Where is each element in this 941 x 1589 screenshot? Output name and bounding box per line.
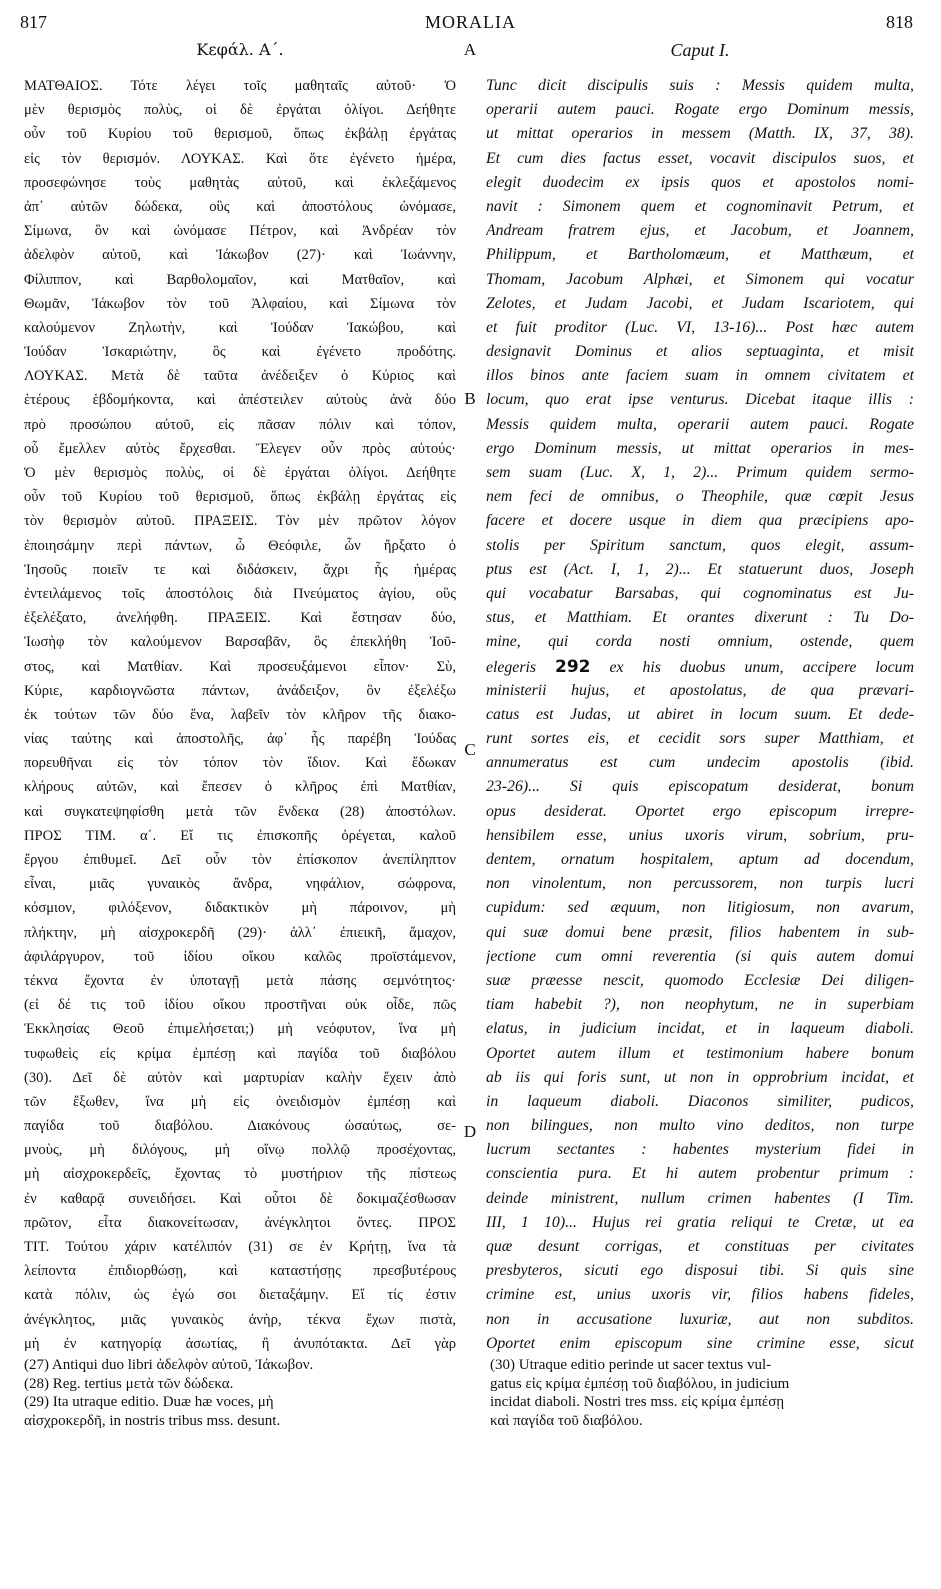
margin-letter-d: D: [463, 1122, 477, 1141]
text-line: Tunc dicit discipulis suis : Messis quidem multa,: [486, 77, 914, 94]
text-line: Andream fratrem ejus, et Jacobum, et Joannem,: [486, 222, 914, 240]
text-line: μὲν θερισμὸς πολὺς, οἱ δὲ ἐργάται ὀλίγοι. Δεήθητε: [24, 102, 456, 119]
footnote-line: (27) Antiqui duo libri ἀδελφὸν αὐτοῦ, Ἰάκωβον.: [24, 1357, 314, 1373]
latin-column: [486, 40, 914, 1356]
text-line: opus desiderat. Oportet ergo episcopum irrepre-: [486, 802, 914, 820]
text-line: Thomam, Jacobum Alphæi, et Simonem qui vocatur: [486, 270, 914, 288]
margin-letter-a: A: [463, 40, 477, 59]
text-line: ἐν καθαρᾷ συνειδήσει. Καὶ οὗτοι δὲ δοκιμαζέσθωσαν: [24, 1190, 456, 1207]
page-marker: 292: [555, 656, 591, 677]
text-line: non in accusatione luxuriæ, aut non subditos.: [486, 1310, 914, 1328]
text-line-with-page-marker: elegeris 292 ex his duobus unum, accipere locum: [486, 656, 914, 677]
text-line: λείποντα ἐπιδιορθώσῃ, καὶ καταστήσῃς πρεσβυτέρους: [24, 1263, 456, 1280]
margin-letter-c: C: [464, 740, 476, 759]
text-line: III, 1 10)... Hujus rei gratia reliqui te Cretæ, ut ea: [486, 1213, 914, 1231]
text-line: Ἰωσὴφ τὸν καλούμενον Βαρσαβᾶν, ὃς ἐπεκλήθη Ἰοῦ-: [24, 634, 456, 651]
text-line: suæ præesse nescit, quomodo Ecclesiæ Dei diligen-: [486, 971, 914, 989]
footnote-line: (30) Utraque editio perinde ut sacer textus vul-: [490, 1357, 772, 1373]
text-line: Ἰούδαν Ἰσκαριώτην, ὃς καὶ ἐγένετο προδότης.: [24, 344, 456, 361]
text-line: προσεφώνησε τοὺς μαθητὰς αὐτοῦ, καὶ ἐκλεξάμενος: [24, 174, 456, 191]
text-line: stus, et Matthiam. Et orantes dixerunt : Tu Do-: [486, 609, 914, 627]
text-line: ΤΙΤ. Τούτου χάριν κατέλιπόν (31) σε ἐν Κρήτῃ, ἵνα τὰ: [24, 1239, 456, 1255]
text-line: tiam habebit ?), non neophytum, ne in superbiam: [486, 996, 914, 1014]
text-line: stolis per Spiritum sanctum, quos elegit, assum-: [486, 536, 914, 554]
text-line: locum, quo erat ipse venturus. Dicebat itaque illis :: [486, 391, 914, 409]
text-line: πρὸ προσώπου αὐτοῦ, εἰς πᾶσαν πόλιν καὶ τόπον,: [24, 416, 456, 433]
running-title: MORALIA: [425, 12, 516, 32]
text-line: κατὰ πόλιν, ὡς ἐγώ σοι διεταξάμην. Εἴ τίς ἐστιν: [24, 1287, 456, 1304]
text-line: in laqueum diaboli. Diaconos similiter, pudicos,: [486, 1092, 914, 1110]
margin-letter-b: B: [464, 389, 476, 408]
text-line: ptus est (Act. I, 1, 2)... Et statuerunt duos, Joseph: [486, 560, 914, 578]
text-line: nem feci de omnibus, o Theophile, quæ cœpit Jesus: [486, 488, 914, 506]
text-line: crimine est, unius uxoris vir, filios habens fideles,: [486, 1286, 914, 1304]
text-line: (30). Δεῖ δὲ αὐτὸν καὶ μαρτυρίαν καλὴν ἔχειν ἀπὸ: [24, 1069, 456, 1086]
text-line: ΛΟΥΚΑΣ. Μετὰ δὲ ταῦτα ἀνέδειξεν ὁ Κύριος καὶ: [24, 368, 456, 385]
text-line: Ἐκκλησίας Θεοῦ ἐπιμελήσεται;) μὴ νεόφυτον, ἵνα μὴ: [24, 1021, 456, 1038]
text-line: τῶν ἔξωθεν, ἵνα μὴ εἰς ὀνειδισμὸν ἐμπέσῃ καὶ: [24, 1093, 456, 1110]
text-line: πλήκτην, μὴ αἰσχροκερδῆ (29)· ἀλλ᾽ ἐπιεικῆ, ἄμαχον,: [24, 924, 456, 941]
footnote-line: gatus εἰς κρίμα ἐμπέσῃ τοῦ διαβόλου, in judicium: [490, 1375, 790, 1392]
text-line: hensibilem esse, unius uxoris virum, sobrium, pru-: [486, 826, 914, 844]
text-line: Κύριε, καρδιογνῶστα πάντων, ἀνάδειξον, ὃν ἐξελέξω: [24, 682, 456, 699]
text-line: μὴ αἰσχροκερδεῖς, ἔχοντας τὸ μυστήριον τῆς πίστεως: [24, 1166, 456, 1183]
text-line: Ἰησοῦς ποιεῖν τε καὶ διδάσκειν, ἄχρι ἧς ἡμέρας: [24, 561, 456, 578]
text-line: presbyteros, sicuti ego disposui tibi. Si quis sine: [486, 1262, 914, 1280]
text-line: sem suam (Luc. X, 1, 2)... Primum quidem sermo-: [486, 464, 914, 481]
greek-chapter-title: Κεφάλ. Α΄.: [196, 40, 284, 59]
text-line: στος, καὶ Ματθίαν. Καὶ προσευξάμενοι εἶπον· Σὺ,: [24, 658, 456, 675]
text-line: καὶ συγκατεψηφίσθη μετὰ τῶν ἕνδεκα (28) ἀποστόλων.: [24, 803, 456, 820]
text-line: Oportet autem illum et testimonium habere bonum: [486, 1044, 914, 1062]
text-line: Zelotes, et Judam Jacobi, et Judam Iscariotem, qui: [486, 294, 914, 312]
text-line: designavit Dominus et alios septuaginta, et misit: [486, 343, 914, 361]
text-line: Messis quidem multa, operarii autem pauci. Rogate: [486, 415, 914, 433]
text-line: non vinolentum, non percussorem, non turpis lucri: [486, 875, 914, 893]
text-line: deinde ministrent, nullum crimen habentes (I Tim.: [486, 1189, 914, 1207]
text-line: conscientia pura. Et hi autem probentur primum :: [486, 1165, 914, 1183]
text-line: ΠΡΟΣ ΤΙΜ. α΄. Εἴ τις ἐπισκοπῆς ὀρέγεται, καλοῦ: [24, 827, 456, 844]
text-line: Oportet enim episcopum sine crimine esse, sicut: [486, 1334, 914, 1352]
text-line: ἔργου ἐπιθυμεῖ. Δεῖ οὖν τὸν ἐπίσκοπον ἀνεπίληπτον: [24, 852, 456, 868]
text-line: Ὁ μὲν θερισμὸς πολὺς, οἱ δὲ ἐργάται ὀλίγοι. Δεήθητε: [24, 465, 456, 481]
left-column-number: 817: [20, 12, 47, 32]
text-line: ἐξελέξατο, ἀνελήφθη. ΠΡΑΞΕΙΣ. Καὶ ἔστησαν δύο,: [24, 610, 456, 627]
text-line: cupidum: sed æquum, non litigiosum, non avarum,: [486, 899, 914, 917]
text-line: ut mittat operarios in messem (Matth. IX, 37, 38).: [486, 125, 914, 143]
text-line: πορευθῆναι εἰς τὸν τόπον τὸν ἴδιον. Καὶ ἔδωκαν: [24, 755, 456, 772]
greek-column: [24, 40, 456, 1356]
text-line: μὴ ἐν κατηγορίᾳ ἀσωτίας, ἢ ἀνυπότακτα. Δεῖ γὰρ: [24, 1335, 456, 1352]
text-line: ab iis qui foris sunt, ut non in opprobrium incidat, et: [486, 1068, 914, 1086]
text-line: Θωμᾶν, Ἰάκωβον τὸν τοῦ Ἀλφαίου, καὶ Σίμωνα τὸν: [24, 295, 456, 312]
text-line: κόσμιον, φιλόξενον, διδακτικὸν μὴ πάροινον, μὴ: [24, 900, 456, 917]
latin-text: [486, 74, 914, 1356]
text-line: Et cum dies factus esset, vocavit discipulos suos, et: [486, 149, 914, 167]
text-line: ἐντειλάμενος τοῖς ἀποστόλοις διὰ Πνεύματος ἁγίου, οὓς: [24, 585, 456, 602]
text-line: ἀδελφὸν αὐτοῦ, καὶ Ἰάκωβον (27)· καὶ Ἰωάννην,: [24, 247, 456, 264]
text-line: ΜΑΤΘΑΙΟΣ. Τότε λέγει τοῖς μαθηταῖς αὐτοῦ· Ὁ: [24, 78, 456, 94]
text-line: μνοὺς, μὴ διλόγους, μὴ οἴνῳ πολλῷ προσέχοντας,: [24, 1142, 456, 1159]
text-line: οὖν τοῦ Κυρίου τοῦ θερισμοῦ, ὅπως ἐκβάλῃ ἐργάτας: [24, 126, 456, 143]
greek-text: [24, 74, 456, 1356]
text-line: Philippum, et Bartholomæum, et Matthæum, et: [486, 246, 914, 264]
text-line: οὖν τοῦ Κυρίου τοῦ θερισμοῦ, ὅπως ἐκβάλῃ ἐργάτας εἰς: [24, 489, 456, 506]
text-line: dentem, ornatum hospitalem, aptum ad docendum,: [486, 851, 914, 868]
text-line: annumeratus est cum undecim apostolis (ibid.: [486, 754, 914, 772]
footnote-line: (28) Reg. tertius μετὰ τῶν δώδεκα.: [24, 1375, 234, 1392]
text-line: ergo Dominum messis, ut mittat operarios in mes-: [486, 439, 914, 457]
text-line: ἑτέρους ἑβδομήκοντα, καὶ ἀπέστειλεν αὐτοὺς ἀνὰ δύο: [24, 392, 456, 409]
text-line: facere et docere usque in diem qua præcipiens apo-: [486, 512, 914, 530]
text-line: ἀπ᾽ αὐτῶν δώδεκα, οὓς καὶ ἀποστόλους ὠνόμασε,: [24, 198, 456, 215]
text-line: elatus, in judicium incidat, et in laqueum diaboli.: [486, 1020, 914, 1038]
text-line: lucrum sectantes : habentes mysterium fidei in: [486, 1141, 914, 1159]
text-line: quæ desunt corrigas, et constituas per civitates: [486, 1238, 914, 1255]
text-line: catus est Judas, ut abiret in locum suum. Et dede-: [486, 705, 914, 723]
latin-chapter-title: Caput I.: [670, 40, 730, 60]
text-line: τυφωθεὶς εἰς κρίμα ἐμπέσῃ καὶ παγίδα τοῦ διαβόλου: [24, 1045, 456, 1062]
text-line: (εἰ δέ τις τοῦ ἰδίου οἴκου προστῆναι οὐκ οἶδε, πῶς: [24, 997, 456, 1014]
footnotes-left: [24, 1356, 452, 1430]
text-line: qui vocabatur Barsabas, qui cognominatus est Ju-: [486, 584, 914, 602]
text-line: παγίδα τοῦ διαβόλου. Διακόνους ὡσαύτως, σε-: [24, 1118, 456, 1135]
text-line: νίας ταύτης καὶ ἀποστολῆς, ἀφ᾽ ἧς παρέβη Ἰούδας: [24, 731, 456, 748]
text-line: πρῶτον, εἶτα διακονείτωσαν, ἀνέγκλητοι ὄντες. ΠΡΟΣ: [24, 1214, 456, 1231]
footnote-line: (29) Ita utraque editio. Duæ hæ voces, μὴ: [24, 1394, 274, 1410]
text-line: καλούμενον Ζηλωτὴν, καὶ Ἰούδαν Ἰακώβου, καὶ: [24, 319, 456, 336]
text-line: ἀφιλάργυρον, τοῦ ἰδίου οἴκου καλῶς προϊστάμενον,: [24, 948, 456, 965]
text-line: runt sortes eis, et cecidit sors super Matthiam, et: [486, 730, 914, 748]
text-line: τέκνα ἔχοντα ἐν ὑποταγῇ μετὰ πάσης σεμνότητος·: [24, 972, 456, 989]
right-column-number: 818: [886, 12, 913, 32]
text-line: non bilingues, non multo vino deditos, non turpe: [486, 1117, 914, 1135]
text-line: mine, qui corda nosti omnium, ostende, quem: [486, 633, 914, 651]
text-line: Φίλιππον, καὶ Βαρθολομαῖον, καὶ Ματθαῖον, καὶ: [24, 271, 456, 288]
text-line: εἶναι, μιᾶς γυναικὸς ἄνδρα, νηφάλιον, σώφρονα,: [24, 876, 456, 893]
text-line: ἀνέγκλητος, μιᾶς γυναικὸς ἀνὴρ, τέκνα ἔχων πιστὰ,: [24, 1311, 456, 1328]
text-line: τὸν θερισμὸν αὐτοῦ. ΠΡΑΞΕΙΣ. Τὸν μὲν πρῶτον λόγον: [24, 513, 456, 530]
footnote-line: καὶ παγίδα τοῦ διαβόλου.: [490, 1412, 643, 1429]
text-line: jectione cum omni reverentia (si quis autem domui: [486, 947, 914, 965]
footnote-line: incidat diaboli. Nostri tres mss. εἰς κρίμα ἐμπέσῃ: [490, 1394, 785, 1410]
text-line: operarii autem pauci. Rogate ergo Dominum messis,: [486, 101, 914, 119]
text-line: navit : Simonem quem et cognominavit Petrum, et: [486, 197, 914, 215]
footnote-line: αἰσχροκερδῆ, in nostris tribus mss. desunt.: [24, 1412, 281, 1429]
text-line: illos binos ante faciem suam in omnem civitatem et: [486, 367, 914, 385]
text-line: et fuit proditor (Luc. VI, 13-16)... Post hæc autem: [486, 318, 914, 336]
text-line: qui suæ domui bene præsit, filios habentem in sub-: [486, 923, 914, 941]
text-line: elegit duodecim ex ipsis quos et apostolos nomi-: [486, 173, 914, 191]
text-line: ἐκ τούτων τῶν δύο ἕνα, λαβεῖν τὸν κλῆρον τῆς διακο-: [24, 706, 456, 723]
text-line: ministerii hujus, et apostolatus, de qua prævari-: [486, 681, 914, 699]
text-line: οὗ ἔμελλεν αὐτὸς ἔρχεσθαι. Ἔλεγεν οὖν πρὸς αὐτούς·: [24, 440, 456, 457]
text-line: εἰς τὸν θερισμόν. ΛΟΥΚΑΣ. Καὶ ὅτε ἐγένετο ἡμέρα,: [24, 150, 456, 167]
text-line: Σίμωνα, ὃν καὶ ὠνόμασε Πέτρον, καὶ Ἀνδρέαν τὸν: [24, 223, 456, 240]
text-line: ἐποιησάμην περὶ πάντων, ὦ Θεόφιλε, ὧν ἤρξατο ὁ: [24, 537, 456, 554]
footnotes-right: [490, 1356, 914, 1430]
text-line: κλήρους αὐτῶν, καὶ ἔπεσεν ὁ κλῆρος ἐπὶ Ματθίαν,: [24, 779, 456, 796]
text-line: 23-26)... Si quis episcopatum desiderat, bonum: [486, 778, 914, 796]
